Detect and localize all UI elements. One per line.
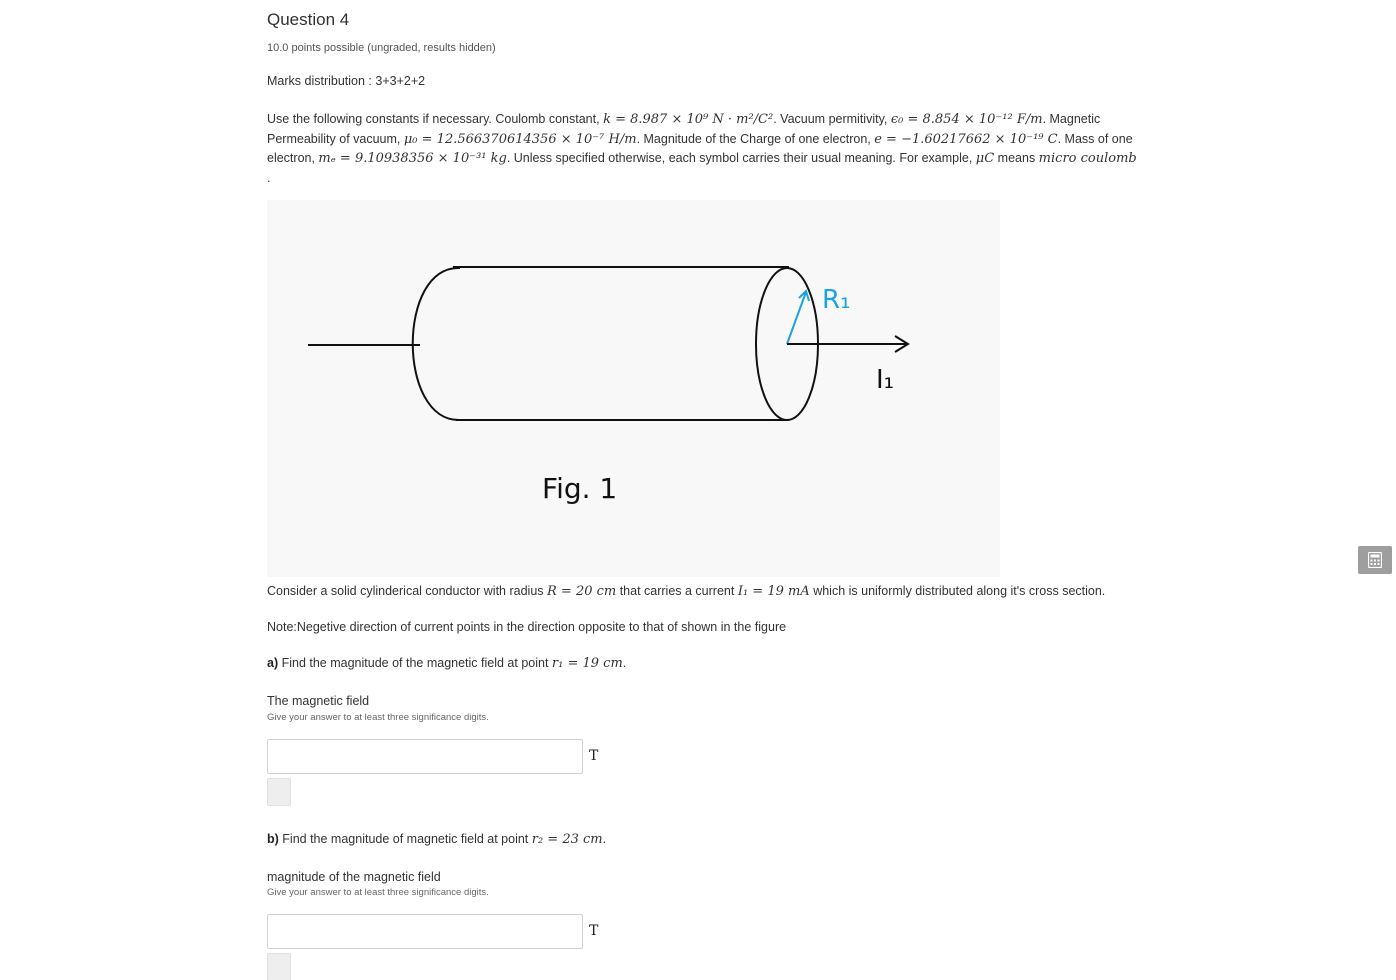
trailing-dot: . xyxy=(267,170,271,185)
magnetic-permeability: μ₀ = 12.566370614356 × 10⁻⁷ H/m xyxy=(403,131,637,147)
electron-charge: e = −1.60217662 × 10⁻¹⁹ C xyxy=(874,131,1058,147)
part-b-answer-input[interactable] xyxy=(267,914,583,949)
muc-symbol: μC xyxy=(975,151,995,166)
part-b-unit: T xyxy=(589,923,599,939)
part-a-answer-input[interactable] xyxy=(267,739,583,774)
means-text: means xyxy=(994,151,1039,165)
part-b-hint: Give your answer to at least three significance digits. xyxy=(267,887,489,898)
description-mid: that carries a current xyxy=(616,584,738,598)
mass-label: . Mass of one electron, xyxy=(267,131,1133,165)
part-b-status-box[interactable] xyxy=(267,953,291,980)
description-pre: Consider a solid cylinderical conductor with radius xyxy=(267,584,547,598)
part-b-end: . xyxy=(602,832,607,846)
radius-label: R₁ xyxy=(822,285,851,315)
part-a-answer-label: The magnetic field xyxy=(267,694,370,708)
figure-image xyxy=(267,200,1000,577)
part-a-unit: T xyxy=(589,748,599,764)
current-label: I₁ xyxy=(876,365,895,395)
part-b-answer-label: magnitude of the magnetic field xyxy=(267,870,441,884)
description-post: which is uniformly distributed along it's cross section. xyxy=(809,584,1106,598)
constants-intro: Use the following constants if necessary. Coulomb constant, xyxy=(267,112,604,126)
electron-mass: mₑ = 9.10938356 × 10⁻³¹ kg xyxy=(318,151,507,166)
usual-meaning-text: . Unless specified otherwise, each symbol carries their usual meaning. For example, xyxy=(506,151,976,165)
calculator-icon xyxy=(1368,552,1382,568)
figure-caption: Fig. 1 xyxy=(542,472,618,505)
question-title: Question 4 xyxy=(267,10,350,29)
part-a-status-box[interactable] xyxy=(267,778,291,806)
mag-perm-label: . Magnetic Permeability of vacuum, xyxy=(267,112,1101,146)
part-a-hint: Give your answer to at least three significance digits. xyxy=(267,712,489,723)
part-a-label: a) xyxy=(267,656,279,670)
part-b-text: Find the magnitude of magnetic field at point xyxy=(278,832,532,846)
direction-note: Note:Negetive direction of current points in the direction opposite to that of shown in the figure xyxy=(267,620,787,634)
part-a-point: r₁ = 19 cm xyxy=(551,656,623,671)
micro-coulomb: micro coulomb xyxy=(1038,151,1137,166)
constants-paragraph xyxy=(267,110,1137,187)
cylinder-left-edge xyxy=(413,268,460,420)
coulomb-constant: k = 8.987 × 10⁹ N · m²/C² xyxy=(603,112,774,127)
cylinder-figure xyxy=(267,200,1000,577)
current-expr: I₁ = 19 mA xyxy=(737,584,810,599)
radius-expr: R = 20 cm xyxy=(547,584,617,599)
vacuum-perm-label: . Vacuum permitivity, xyxy=(773,112,891,126)
part-a-text: Find the magnitude of the magnetic field at point xyxy=(278,656,552,670)
vacuum-permitivity: ϵ₀ = 8.854 × 10⁻¹² F/m xyxy=(890,112,1043,127)
part-b-prompt xyxy=(267,832,606,847)
part-a-end: . xyxy=(622,656,627,670)
calculator-button[interactable] xyxy=(1358,546,1392,574)
charge-label: . Magnitude of the Charge of one electron, xyxy=(636,131,875,146)
problem-description xyxy=(267,584,1105,599)
marks-distribution: Marks distribution : 3+3+2+2 xyxy=(267,74,426,88)
part-b-point: r₂ = 23 cm xyxy=(531,832,603,847)
part-a-prompt xyxy=(267,656,626,671)
part-b-label: b) xyxy=(267,832,279,846)
question-points: 10.0 points possible (ungraded, results hidden) xyxy=(267,42,496,54)
radius-line xyxy=(787,292,806,344)
